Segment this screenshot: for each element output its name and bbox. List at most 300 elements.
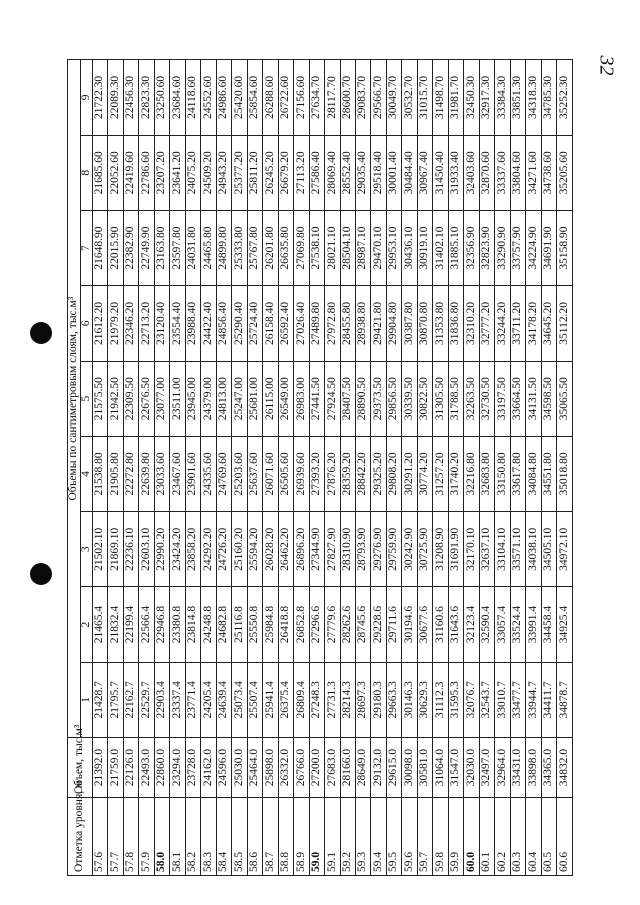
layer-volume-cell: 31595.3: [448, 662, 463, 737]
layer-volume-cell: 25116.8: [232, 587, 247, 662]
table-row: [355, 60, 370, 876]
layer-volume-cell: 30339.50: [402, 361, 417, 436]
layer-volume-cell: 28069.40: [325, 135, 340, 210]
table-row: [541, 60, 556, 876]
layer-volume-cell: 25811.20: [247, 135, 262, 210]
layer-volume-cell: 35112.20: [557, 286, 573, 361]
layer-volume-cell: 30725.90: [417, 512, 432, 587]
layer-volume-cell: 23988.40: [185, 286, 200, 361]
volume-cell: 25898.0: [263, 738, 278, 798]
volume-cell: 25464.0: [247, 738, 262, 798]
rotated-table-frame: [67, 60, 573, 876]
layer-volume-cell: 23597.80: [170, 210, 185, 285]
layer-volume-cell: 23163.80: [154, 210, 169, 285]
layer-volume-cell: 23684.60: [170, 60, 185, 135]
layer-volume-cell: 26635.80: [278, 210, 293, 285]
layer-volume-cell: 33150.80: [495, 436, 510, 511]
level-cell: 58.3: [201, 798, 216, 876]
layer-volume-cell: 28552.40: [340, 135, 355, 210]
column-header-7: 7: [80, 210, 93, 285]
layer-volume-cell: 32356.90: [464, 210, 479, 285]
table-row: [526, 60, 541, 876]
layer-volume-cell: 27876.20: [325, 436, 340, 511]
layer-volume-cell: 21575.50: [93, 361, 108, 436]
layer-volume-cell: 23033.60: [154, 436, 169, 511]
layer-volume-cell: 24075.20: [185, 135, 200, 210]
layer-volume-cell: 31257.20: [433, 436, 448, 511]
layer-volume-cell: 35158.90: [557, 210, 573, 285]
layer-volume-cell: 33337.60: [495, 135, 510, 210]
volume-cell: 22493.0: [139, 738, 154, 798]
level-cell: 60.3: [510, 798, 525, 876]
table-row: [232, 60, 247, 876]
layer-volume-cell: 21795.7: [108, 662, 123, 737]
layer-volume-cell: 22566.4: [139, 587, 154, 662]
layer-volume-cell: 22749.90: [139, 210, 154, 285]
layer-volume-cell: 25854.60: [247, 60, 262, 135]
layer-volume-cell: 28359.20: [340, 436, 355, 511]
layer-volume-cell: 30677.6: [417, 587, 432, 662]
layer-volume-cell: 27113.20: [294, 135, 309, 210]
layer-volume-cell: 29904.80: [386, 286, 401, 361]
level-cell: 57.8: [123, 798, 138, 876]
layer-volume-cell: 31643.6: [448, 587, 463, 662]
layer-volume-cell: 32917.30: [479, 60, 494, 135]
layer-volume-cell: 26028.20: [263, 512, 278, 587]
layer-volume-cell: 22236.10: [123, 512, 138, 587]
layer-volume-cell: 29180.3: [371, 662, 386, 737]
layer-volume-cell: 25984.8: [263, 587, 278, 662]
layer-volume-cell: 33711.20: [510, 286, 525, 361]
layer-volume-cell: 34738.60: [541, 135, 556, 210]
volume-cell: 33898.0: [526, 738, 541, 798]
layer-volume-cell: 22639.80: [139, 436, 154, 511]
layer-volume-cell: 22272.80: [123, 436, 138, 511]
volume-cell: 22860.0: [154, 738, 169, 798]
layer-volume-cell: 27827.90: [325, 512, 340, 587]
layer-volume-cell: 28890.50: [355, 361, 370, 436]
layer-volume-cell: 34411.7: [541, 662, 556, 737]
layer-volume-cell: 24639.4: [216, 662, 231, 737]
layer-volume-cell: 28021.10: [325, 210, 340, 285]
layer-volume-cell: 23945.00: [185, 361, 200, 436]
layer-volume-cell: 22052.60: [108, 135, 123, 210]
layer-volume-cell: 27972.80: [325, 286, 340, 361]
column-header-1: 1: [80, 662, 93, 737]
layer-volume-cell: 24465.80: [201, 210, 216, 285]
layer-volume-cell: 35018.80: [557, 436, 573, 511]
layer-volume-cell: 32263.50: [464, 361, 479, 436]
table-row: [495, 60, 510, 876]
layer-volume-cell: 22713.20: [139, 286, 154, 361]
layer-volume-cell: 22946.8: [154, 587, 169, 662]
layer-volume-cell: 28745.6: [355, 587, 370, 662]
layer-volume-cell: 34224.90: [526, 210, 541, 285]
layer-volume-cell: 24292.20: [201, 512, 216, 587]
layer-volume-cell: 31353.80: [433, 286, 448, 361]
layer-volume-cell: 34458.4: [541, 587, 556, 662]
table-row: [278, 60, 293, 876]
volume-cell: 32497.0: [479, 738, 494, 798]
layer-volume-cell: 34318.30: [526, 60, 541, 135]
volume-cell: 32030.0: [464, 738, 479, 798]
layer-volume-cell: 33851.30: [510, 60, 525, 135]
layer-volume-cell: 24205.4: [201, 662, 216, 737]
layer-volume-cell: 28938.80: [355, 286, 370, 361]
layer-volume-cell: 33524.4: [510, 587, 525, 662]
column-header-6: 6: [80, 286, 93, 361]
layer-volume-cell: 22529.7: [139, 662, 154, 737]
layer-volume-cell: 23424.20: [170, 512, 185, 587]
layer-volume-cell: 23641.20: [170, 135, 185, 210]
layer-volume-cell: 22603.10: [139, 512, 154, 587]
layer-volume-cell: 28504.10: [340, 210, 355, 285]
layer-volume-cell: 28455.80: [340, 286, 355, 361]
table-row: [247, 60, 262, 876]
layer-volume-cell: 26462.20: [278, 512, 293, 587]
level-cell: 60.2: [495, 798, 510, 876]
level-cell: 57.7: [108, 798, 123, 876]
layer-volume-cell: 29953.10: [386, 210, 401, 285]
volume-cell: 28166.0: [340, 738, 355, 798]
level-cell: 59.0: [309, 798, 324, 876]
layer-volume-cell: 31981.70: [448, 60, 463, 135]
layer-volume-cell: 29228.6: [371, 587, 386, 662]
volume-cell: 27200.0: [309, 738, 324, 798]
table-row: [557, 60, 573, 876]
layer-volume-cell: 26549.00: [278, 361, 293, 436]
table-row: [340, 60, 355, 876]
layer-volume-cell: 21979.20: [108, 286, 123, 361]
layer-volume-cell: 30532.70: [402, 60, 417, 135]
layer-volume-cell: 23771.4: [185, 662, 200, 737]
layer-volume-cell: 34785.30: [541, 60, 556, 135]
volume-cell: 29132.0: [371, 738, 386, 798]
table-row: [201, 60, 216, 876]
table-row: [309, 60, 324, 876]
level-cell: 57.6: [93, 798, 108, 876]
layer-volume-cell: 26852.8: [294, 587, 309, 662]
layer-volume-cell: 26071.60: [263, 436, 278, 511]
layer-volume-cell: 31788.50: [448, 361, 463, 436]
layer-volume-cell: 27026.40: [294, 286, 309, 361]
layer-volume-cell: 30146.3: [402, 662, 417, 737]
volume-cell: 21759.0: [108, 738, 123, 798]
layer-volume-cell: 29808.20: [386, 436, 401, 511]
layer-volume-cell: 26115.00: [263, 361, 278, 436]
layer-volume-cell: 33244.20: [495, 286, 510, 361]
layer-volume-cell: 21612.20: [93, 286, 108, 361]
level-cell: 59.9: [448, 798, 463, 876]
volume-cell: 31547.0: [448, 738, 463, 798]
layer-volume-cell: 23554.40: [170, 286, 185, 361]
layer-volume-cell: 29518.40: [371, 135, 386, 210]
layer-volume-cell: 26288.60: [263, 60, 278, 135]
layer-volume-cell: 24726.20: [216, 512, 231, 587]
volume-cell: 25030.0: [232, 738, 247, 798]
level-cell: 58.5: [232, 798, 247, 876]
layer-volume-cell: 22382.90: [123, 210, 138, 285]
layer-volume-cell: 35205.60: [557, 135, 573, 210]
layer-volume-cell: 30919.10: [417, 210, 432, 285]
layer-volume-cell: 28117.70: [325, 60, 340, 135]
level-cell: 58.0: [154, 798, 169, 876]
table-body: [93, 60, 573, 876]
layer-volume-cell: 24552.60: [201, 60, 216, 135]
column-header-5: 5: [80, 361, 93, 436]
layer-volume-cell: 26592.40: [278, 286, 293, 361]
layer-volume-cell: 30194.6: [402, 587, 417, 662]
volume-cell: 28649.0: [355, 738, 370, 798]
table-row: [386, 60, 401, 876]
layer-volume-cell: 22309.50: [123, 361, 138, 436]
volume-cell: 24162.0: [201, 738, 216, 798]
layer-volume-cell: 22990.20: [154, 512, 169, 587]
layer-volume-cell: 24899.80: [216, 210, 231, 285]
table-row: [185, 60, 200, 876]
table-header: [68, 60, 93, 876]
layer-volume-cell: 32637.10: [479, 512, 494, 587]
layer-volume-cell: 32216.80: [464, 436, 479, 511]
layer-volume-cell: 21428.7: [93, 662, 108, 737]
punch-hole-top: [30, 322, 52, 344]
layer-volume-cell: 23467.60: [170, 436, 185, 511]
layer-volume-cell: 22419.60: [123, 135, 138, 210]
layer-volume-cell: 25160.20: [232, 512, 247, 587]
layer-volume-cell: 26375.4: [278, 662, 293, 737]
column-header-8: 8: [80, 135, 93, 210]
layer-volume-cell: 34178.20: [526, 286, 541, 361]
layer-volume-cell: 21869.10: [108, 512, 123, 587]
layer-volume-cell: 32823.90: [479, 210, 494, 285]
table-row: [448, 60, 463, 876]
layer-volume-cell: 31402.10: [433, 210, 448, 285]
layer-volume-cell: 28697.3: [355, 662, 370, 737]
table-row: [433, 60, 448, 876]
layer-volume-cell: 28262.6: [340, 587, 355, 662]
level-cell: 59.4: [371, 798, 386, 876]
layer-volume-cell: 24682.8: [216, 587, 231, 662]
volume-cell: 26332.0: [278, 738, 293, 798]
layer-volume-cell: 28987.10: [355, 210, 370, 285]
layer-volume-cell: 33571.10: [510, 512, 525, 587]
layer-volume-cell: 23077.00: [154, 361, 169, 436]
layer-volume-cell: 33991.4: [526, 587, 541, 662]
layer-volume-cell: 32123.4: [464, 587, 479, 662]
level-cell: 57.9: [139, 798, 154, 876]
layer-volume-cell: 26505.60: [278, 436, 293, 511]
layer-volume-cell: 32543.7: [479, 662, 494, 737]
layer-volume-cell: 33010.7: [495, 662, 510, 737]
layer-volume-cell: 32403.60: [464, 135, 479, 210]
table-row: [510, 60, 525, 876]
layer-volume-cell: 34271.60: [526, 135, 541, 210]
layer-volume-cell: 27489.80: [309, 286, 324, 361]
volume-cell: 23294.0: [170, 738, 185, 798]
layer-volume-cell: 31160.6: [433, 587, 448, 662]
layer-volume-cell: 29759.90: [386, 512, 401, 587]
layer-volume-cell: 21832.4: [108, 587, 123, 662]
layer-volume-cell: 25073.4: [232, 662, 247, 737]
volume-cell: 32964.0: [495, 738, 510, 798]
layer-volume-cell: 29663.3: [386, 662, 401, 737]
layer-volume-cell: 24943.20: [216, 135, 231, 210]
layer-volume-cell: 28600.70: [340, 60, 355, 135]
column-header-3: 3: [80, 512, 93, 587]
table-row: [263, 60, 278, 876]
table-row: [170, 60, 185, 876]
table-row: [402, 60, 417, 876]
layer-volume-cell: 26679.20: [278, 135, 293, 210]
layer-volume-cell: 30967.40: [417, 135, 432, 210]
layer-volume-cell: 29856.50: [386, 361, 401, 436]
layer-volume-cell: 33384.30: [495, 60, 510, 135]
layer-volume-cell: 23120.40: [154, 286, 169, 361]
volume-cell: 27683.0: [325, 738, 340, 798]
layer-volume-cell: 32590.4: [479, 587, 494, 662]
layer-volume-cell: 28842.20: [355, 436, 370, 511]
layer-volume-cell: 29035.40: [355, 135, 370, 210]
column-header-2: 2: [80, 587, 93, 662]
layer-volume-cell: 27731.3: [325, 662, 340, 737]
level-cell: 59.1: [325, 798, 340, 876]
layer-volume-cell: 29711.6: [386, 587, 401, 662]
volume-cell: 34832.0: [557, 738, 573, 798]
layer-volume-cell: 24769.60: [216, 436, 231, 511]
layer-volume-cell: 21502.10: [93, 512, 108, 587]
level-cell: 59.7: [417, 798, 432, 876]
layer-volume-cell: 33804.60: [510, 135, 525, 210]
layer-volume-cell: 32683.80: [479, 436, 494, 511]
layer-volume-cell: 32076.7: [464, 662, 479, 737]
volume-cell: 21392.0: [93, 738, 108, 798]
layer-volume-cell: 27248.3: [309, 662, 324, 737]
level-cell: 59.5: [386, 798, 401, 876]
layer-volume-cell: 25941.4: [263, 662, 278, 737]
layer-volume-cell: 32310.20: [464, 286, 479, 361]
layer-volume-cell: 30242.90: [402, 512, 417, 587]
layer-volume-cell: 24986.60: [216, 60, 231, 135]
layer-volume-cell: 30822.50: [417, 361, 432, 436]
layer-volume-cell: 30436.10: [402, 210, 417, 285]
volume-cell: 24596.0: [216, 738, 231, 798]
layer-volume-cell: 25333.80: [232, 210, 247, 285]
layer-volume-cell: 25420.60: [232, 60, 247, 135]
volume-cell: 29615.0: [386, 738, 401, 798]
layer-volume-cell: 27538.10: [309, 210, 324, 285]
layer-volumes-header: Объемы по сантиметровым слоям, тыс.м³: [68, 60, 81, 738]
layer-volume-cell: 32170.10: [464, 512, 479, 587]
volume-cell: 33431.0: [510, 738, 525, 798]
layer-volume-cell: 21942.50: [108, 361, 123, 436]
volume-cell: 30581.0: [417, 738, 432, 798]
layer-volume-cell: 27441.50: [309, 361, 324, 436]
layer-volume-cell: 24118.60: [185, 60, 200, 135]
level-cell: 58.7: [263, 798, 278, 876]
layer-volume-cell: 34972.10: [557, 512, 573, 587]
level-header: Отметка уровня, м: [68, 798, 93, 876]
layer-volume-cell: 33104.10: [495, 512, 510, 587]
table-row: [479, 60, 494, 876]
layer-volume-cell: 26245.20: [263, 135, 278, 210]
layer-volume-cell: 25724.40: [247, 286, 262, 361]
layer-volume-cell: 22456.30: [123, 60, 138, 135]
layer-volume-cell: 24248.8: [201, 587, 216, 662]
layer-volume-cell: 25681.00: [247, 361, 262, 436]
level-cell: 59.8: [433, 798, 448, 876]
layer-volume-cell: 23901.60: [185, 436, 200, 511]
layer-volume-cell: 28793.90: [355, 512, 370, 587]
layer-volume-cell: 23380.8: [170, 587, 185, 662]
column-header-4: 4: [80, 436, 93, 511]
layer-volume-cell: 23337.4: [170, 662, 185, 737]
table-row: [371, 60, 386, 876]
header-row-1: [68, 60, 81, 876]
layer-volume-cell: 22676.50: [139, 361, 154, 436]
layer-volume-cell: 32777.20: [479, 286, 494, 361]
level-cell: 59.6: [402, 798, 417, 876]
layer-volume-cell: 33477.7: [510, 662, 525, 737]
volume-table: [67, 59, 573, 876]
layer-volume-cell: 25637.60: [247, 436, 262, 511]
layer-volume-cell: 31015.70: [417, 60, 432, 135]
layer-volume-cell: 31208.90: [433, 512, 448, 587]
layer-volume-cell: 31498.70: [433, 60, 448, 135]
layer-volume-cell: 34925.4: [557, 587, 573, 662]
level-cell: 59.2: [340, 798, 355, 876]
layer-volume-cell: 32450.30: [464, 60, 479, 135]
layer-volume-cell: 33944.7: [526, 662, 541, 737]
layer-volume-cell: 22903.4: [154, 662, 169, 737]
layer-volume-cell: 25594.20: [247, 512, 262, 587]
layer-volume-cell: 22199.4: [123, 587, 138, 662]
layer-volume-cell: 30870.80: [417, 286, 432, 361]
layer-volume-cell: 28214.3: [340, 662, 355, 737]
layer-volume-cell: 21465.4: [93, 587, 108, 662]
layer-volume-cell: 31740.20: [448, 436, 463, 511]
layer-volume-cell: 34131.50: [526, 361, 541, 436]
layer-volume-cell: 31836.80: [448, 286, 463, 361]
layer-volume-cell: 29325.20: [371, 436, 386, 511]
layer-volume-cell: 25247.00: [232, 361, 247, 436]
layer-volume-cell: 28407.50: [340, 361, 355, 436]
layer-volume-cell: 33057.4: [495, 587, 510, 662]
volume-cell: 34365.0: [541, 738, 556, 798]
volume-cell: 26766.0: [294, 738, 309, 798]
layer-volume-cell: 22162.7: [123, 662, 138, 737]
layer-volume-cell: 26158.40: [263, 286, 278, 361]
layer-volume-cell: 34084.80: [526, 436, 541, 511]
layer-volume-cell: 34038.10: [526, 512, 541, 587]
layer-volume-cell: 33757.90: [510, 210, 525, 285]
layer-volume-cell: 23511.00: [170, 361, 185, 436]
layer-volume-cell: 22346.20: [123, 286, 138, 361]
layer-volume-cell: 22089.30: [108, 60, 123, 135]
layer-volume-cell: 27156.60: [294, 60, 309, 135]
volume-cell: 23728.0: [185, 738, 200, 798]
page-number: 32: [595, 55, 618, 76]
layer-volume-cell: 32870.60: [479, 135, 494, 210]
layer-volume-cell: 22015.90: [108, 210, 123, 285]
layer-volume-cell: 33290.90: [495, 210, 510, 285]
layer-volume-cell: 25290.40: [232, 286, 247, 361]
layer-volume-cell: 25550.8: [247, 587, 262, 662]
layer-volume-cell: 26418.8: [278, 587, 293, 662]
table-row: [108, 60, 123, 876]
level-cell: 60.6: [557, 798, 573, 876]
layer-volume-cell: 35252.30: [557, 60, 573, 135]
layer-volume-cell: 25203.60: [232, 436, 247, 511]
